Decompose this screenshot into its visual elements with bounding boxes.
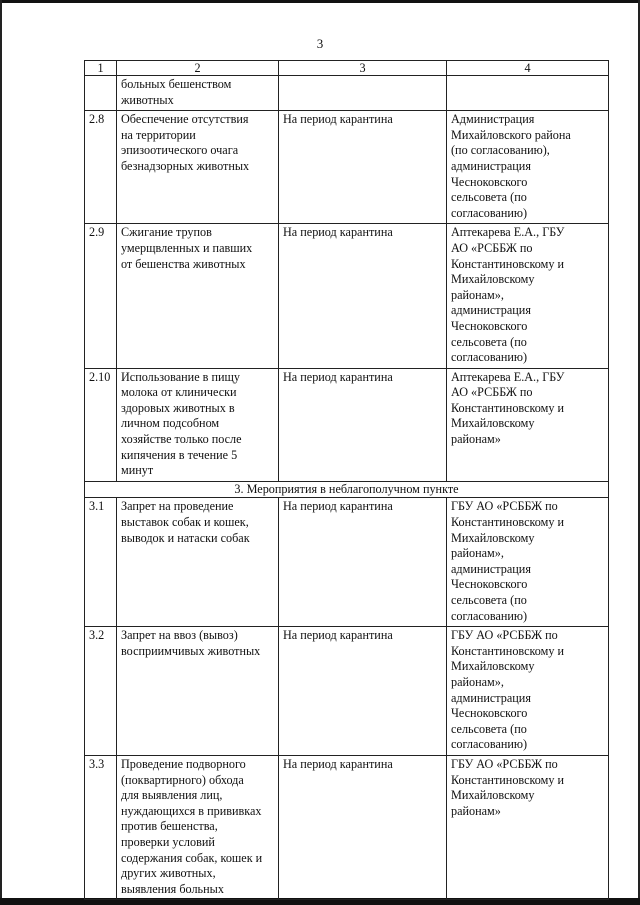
table-row <box>85 368 609 481</box>
row-responsible: ГБУ АО «РСББЖ по Константиновскому и Михайловскому районам», администрация Чесноковского сельсовета (по согласованию) <box>447 498 609 627</box>
row-action: Запрет на ввоз (вывоз) восприимчивых животных <box>117 627 279 756</box>
section-row <box>85 481 609 498</box>
row-action: Сжигание трупов умерщвленных и павших от бешенства животных <box>117 224 279 368</box>
scan-edge-top <box>0 0 640 3</box>
row-number: 2.8 <box>85 111 117 224</box>
section-title: 3. Мероприятия в неблагополучном пункте <box>85 481 609 498</box>
row-period: На период карантина <box>279 111 447 224</box>
header-cell-4: 4 <box>447 61 609 76</box>
table-row <box>85 627 609 756</box>
row-action: Использование в пищу молока от клинически здоровых животных в личном подсобном хозяйстве только после кипячения в течение 5 минут <box>117 368 279 481</box>
table-row <box>85 755 609 899</box>
row-responsible <box>447 76 609 111</box>
row-period: На период карантина <box>279 627 447 756</box>
row-period: На период карантина <box>279 755 447 899</box>
scan-edge-left <box>0 0 2 905</box>
row-number: 2.9 <box>85 224 117 368</box>
row-responsible: Администрация Михайловского района (по согласованию), администрация Чесноковского сельсовета (по согласованию) <box>447 111 609 224</box>
row-period: На период карантина <box>279 498 447 627</box>
page-number: 3 <box>316 36 324 51</box>
table-row <box>85 224 609 368</box>
header-cell-2: 2 <box>117 61 279 76</box>
row-number <box>85 76 117 111</box>
measures-table <box>84 60 609 900</box>
row-action: Проведение подворного (поквартирного) обхода для выявления лиц, нуждающихся в прививках против бешенства, проверки условий содержания собак, кошек и других животных, выявления больных <box>117 755 279 899</box>
row-period: На период карантина <box>279 224 447 368</box>
table-header-row <box>85 61 609 76</box>
row-number: 3.1 <box>85 498 117 627</box>
header-cell-3: 3 <box>279 61 447 76</box>
row-responsible: ГБУ АО «РСББЖ по Константиновскому и Михайловскому районам» <box>447 755 609 899</box>
row-responsible: Аптекарева Е.А., ГБУ АО «РСББЖ по Константиновскому и Михайловскому районам», администрация Чесноковского сельсовета (по согласованию) <box>447 224 609 368</box>
row-number: 2.10 <box>85 368 117 481</box>
row-number: 3.3 <box>85 755 117 899</box>
row-period <box>279 76 447 111</box>
table-row <box>85 111 609 224</box>
row-responsible: ГБУ АО «РСББЖ по Константиновскому и Михайловскому районам», администрация Чесноковского сельсовета (по согласованию) <box>447 627 609 756</box>
header-cell-1: 1 <box>85 61 117 76</box>
row-responsible: Аптекарева Е.А., ГБУ АО «РСББЖ по Константиновскому и Михайловскому районам» <box>447 368 609 481</box>
table-row <box>85 76 609 111</box>
row-action: Запрет на проведение выставок собак и кошек, выводок и натаски собак <box>117 498 279 627</box>
row-action: больных бешенством животных <box>117 76 279 111</box>
row-period: На период карантина <box>279 368 447 481</box>
row-action: Обеспечение отсутствия на территории эпизоотического очага безнадзорных животных <box>117 111 279 224</box>
table-row <box>85 498 609 627</box>
row-number: 3.2 <box>85 627 117 756</box>
